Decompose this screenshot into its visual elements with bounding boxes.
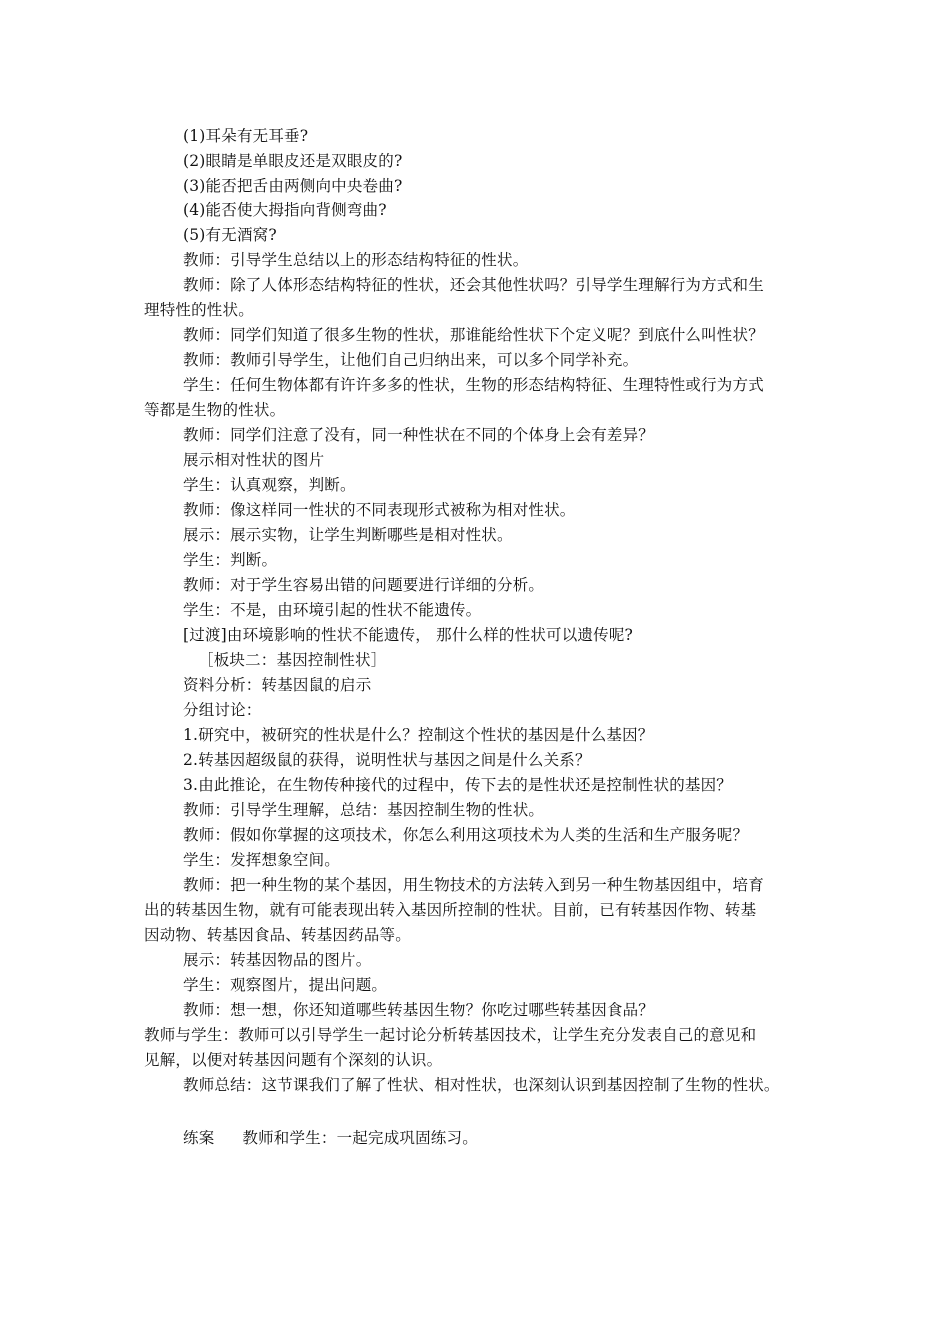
exercise-text: 教师和学生：一起完成巩固练习。 <box>242 1129 478 1147</box>
discussion-item-2: 2.转基因超级鼠的获得，说明性状与基因之间是什么关系？ <box>183 751 591 769</box>
paragraph-line: 教师与学生：教师可以引导学生一起讨论分析转基因技术，让学生充分发表自己的意见和 <box>144 1026 757 1044</box>
paragraph-line: 教师：像这样同一性状的不同表现形式被称为相对性状。 <box>183 501 576 519</box>
paragraph-line: 学生：观察图片，提出问题。 <box>183 976 388 994</box>
paragraph-line: 展示：展示实物，让学生判断哪些是相对性状。 <box>183 526 513 544</box>
paragraph-line: 教师：引导学生总结以上的形态结构特征的性状。 <box>183 251 529 269</box>
paragraph-line: 展示相对性状的图片 <box>183 451 325 469</box>
paragraph-line: 教师：想一想，你还知道哪些转基因生物？你吃过哪些转基因食品？ <box>183 1001 655 1019</box>
paragraph-line: 因动物、转基因食品、转基因药品等。 <box>144 926 411 944</box>
paragraph-line: 理特性的性状。 <box>144 301 254 319</box>
paragraph-line: 资料分析：转基因鼠的启示 <box>183 676 372 694</box>
paragraph-line: 学生：任何生物体都有许许多多的性状，生物的形态结构特征、生理特性或行为方式 <box>183 376 764 394</box>
paragraph-line: 见解，以便对转基因问题有个深刻的认识。 <box>144 1051 443 1069</box>
discussion-item-3: 3.由此推论，在生物传种接代的过程中，传下去的是性状还是控制性状的基因？ <box>183 776 732 794</box>
paragraph-line: 分组讨论： <box>183 701 262 719</box>
transition-line: [过渡]由环境影响的性状不能遗传， 那什么样的性状可以遗传呢? <box>183 626 634 644</box>
exercise-label: 练案 <box>183 1129 215 1147</box>
paragraph-line: 学生：发挥想象空间。 <box>183 851 341 869</box>
paragraph-line: 学生：判断。 <box>183 551 278 569</box>
exercise-row <box>183 1127 478 1149</box>
paragraph-line: 教师：教师引导学生，让他们自己归纳出来，可以多个同学补充。 <box>183 351 639 369</box>
discussion-item-1: 1.研究中，被研究的性状是什么？控制这个性状的基因是什么基因？ <box>183 726 654 744</box>
paragraph-line: 展示：转基因物品的图片。 <box>183 951 372 969</box>
paragraph-line: 教师：除了人体形态结构特征的性状，还会其他性状吗？引导学生理解行为方式和生 <box>183 276 764 294</box>
paragraph-line: 教师：假如你掌握的这项技术，你怎么利用这项技术为人类的生活和生产服务呢？ <box>183 826 749 844</box>
question-1: (1)耳朵有无耳垂? <box>183 127 309 145</box>
paragraph-line: 教师：同学们注意了没有，同一种性状在不同的个体身上会有差异？ <box>183 426 655 444</box>
question-5: (5)有无酒窝? <box>183 226 277 244</box>
teacher-summary: 教师总结：这节课我们了解了性状、相对性状，也深刻认识到基因控制了生物的性状。 <box>183 1076 780 1094</box>
question-4: (4)能否使大拇指向背侧弯曲? <box>183 201 387 219</box>
paragraph-line: 教师：同学们知道了很多生物的性状，那谁能给性状下个定义呢？到底什么叫性状？ <box>183 326 764 344</box>
paragraph-line: 等都是生物的性状。 <box>144 401 286 419</box>
paragraph-line: 出的转基因生物，就有可能表现出转入基因所控制的性状。目前，已有转基因作物、转基 <box>144 901 757 919</box>
question-3: (3)能否把舌由两侧向中央卷曲? <box>183 177 403 195</box>
paragraph-line: 学生：认真观察，判断。 <box>183 476 356 494</box>
paragraph-line: 教师：对于学生容易出错的问题要进行详细的分析。 <box>183 576 545 594</box>
question-2: (2)眼睛是单眼皮还是双眼皮的? <box>183 152 403 170</box>
paragraph-line: 教师：引导学生理解，总结：基因控制生物的性状。 <box>183 801 545 819</box>
paragraph-line: 教师：把一种生物的某个基因，用生物技术的方法转入到另一种生物基因组中，培育 <box>183 876 764 894</box>
paragraph-line: 学生：不是，由环境引起的性状不能遗传。 <box>183 601 482 619</box>
section-heading: ［板块二：基因控制性状］ <box>198 651 387 669</box>
